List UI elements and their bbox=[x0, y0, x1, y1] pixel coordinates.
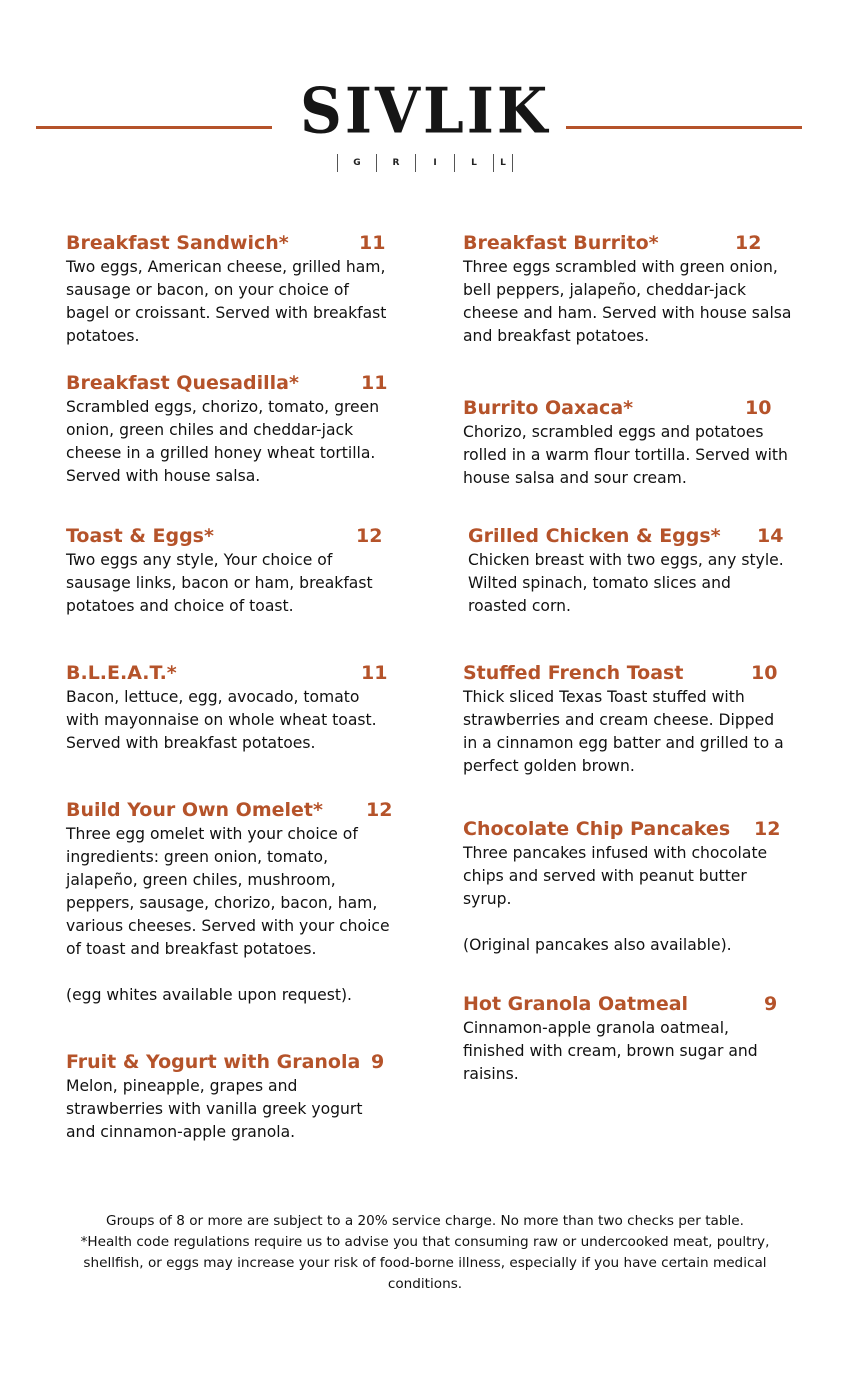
item-name: Chocolate Chip Pancakes bbox=[463, 818, 731, 840]
item-description: Cinnamon-apple granola oatmeal, finished with cream, brown sugar and raisins. bbox=[463, 1019, 758, 1083]
health-code-notice: *Health code regulations require us to advise you that consuming raw or undercooked meat, poultry, shellfish, or eggs may increase your risk of food-borne illness, especially if you have certain medical conditions. bbox=[80, 1234, 770, 1292]
menu-item-build-your-own-omelet bbox=[66, 799, 396, 1007]
item-price: 9 bbox=[764, 993, 778, 1015]
header-rule-left bbox=[36, 126, 272, 129]
brand-sub-letter: G bbox=[337, 154, 376, 172]
brand-logo bbox=[300, 74, 551, 172]
item-price: 14 bbox=[757, 525, 784, 547]
item-name: Hot Granola Oatmeal bbox=[463, 993, 689, 1015]
item-price: 12 bbox=[356, 525, 383, 547]
menu-item-breakfast-sandwich bbox=[66, 232, 396, 348]
item-name: Breakfast Sandwich* bbox=[66, 232, 289, 254]
item-price: 11 bbox=[361, 662, 388, 684]
item-description: Thick sliced Texas Toast stuffed with strawberries and cream cheese. Dipped in a cinnamon egg batter and grilled to a perfect golden brown. bbox=[463, 688, 784, 775]
item-description: Scrambled eggs, chorizo, tomato, green onion, green chiles and cheddar-jack cheese in a grilled honey wheat tortilla. Served with house salsa. bbox=[66, 398, 380, 485]
item-description: Two eggs any style, Your choice of sausage links, bacon or ham, breakfast potatoes and choice of toast. bbox=[66, 551, 373, 615]
item-name: Stuffed French Toast bbox=[463, 662, 684, 684]
item-description: Bacon, lettuce, egg, avocado, tomato with mayonnaise on whole wheat toast. Served with breakfast potatoes. bbox=[66, 688, 377, 752]
item-price: 12 bbox=[366, 799, 393, 821]
menu-footer bbox=[70, 1211, 780, 1295]
item-price: 12 bbox=[754, 818, 781, 840]
item-name: Fruit & Yogurt with Granola bbox=[66, 1051, 361, 1073]
item-price: 11 bbox=[359, 232, 386, 254]
item-description: Chorizo, scrambled eggs and potatoes rolled in a warm flour tortilla. Served with house salsa and sour cream. bbox=[463, 423, 788, 487]
menu-item-fruit-yogurt-granola bbox=[66, 1051, 396, 1144]
item-price: 9 bbox=[371, 1051, 385, 1073]
item-description: Three pancakes infused with chocolate chips and served with peanut butter syrup. bbox=[463, 844, 768, 908]
item-price: 10 bbox=[751, 662, 778, 684]
item-note: (Original pancakes also available). bbox=[463, 936, 732, 954]
menu-item-breakfast-burrito bbox=[463, 232, 793, 348]
item-description: Three egg omelet with your choice of ingredients: green onion, tomato, jalapeño, green chiles, mushroom, peppers, sausage, chorizo, bacon, ham, various cheeses. Served with your choice of toast and breakfast potatoes. bbox=[66, 825, 390, 958]
item-name: Toast & Eggs* bbox=[66, 525, 214, 547]
item-description: Two eggs, American cheese, grilled ham, sausage or bacon, on your choice of bagel or croissant. Served with breakfast potatoes. bbox=[66, 258, 387, 345]
menu-item-toast-eggs bbox=[66, 525, 396, 618]
brand-sub-letter: R bbox=[376, 154, 415, 172]
item-description: Chicken breast with two eggs, any style. Wilted spinach, tomato slices and roasted corn. bbox=[468, 551, 784, 615]
brand-subtitle bbox=[300, 154, 550, 172]
item-price: 12 bbox=[735, 232, 762, 254]
menu-item-grilled-chicken-eggs bbox=[468, 525, 793, 618]
item-name: Breakfast Burrito* bbox=[463, 232, 659, 254]
item-name: Breakfast Quesadilla* bbox=[66, 372, 299, 394]
brand-sub-letter: I bbox=[415, 154, 454, 172]
item-price: 11 bbox=[361, 372, 388, 394]
item-name: Burrito Oaxaca* bbox=[463, 397, 634, 419]
item-price: 10 bbox=[745, 397, 772, 419]
menu-item-burrito-oaxaca bbox=[463, 397, 793, 490]
brand-name: SIVLIK bbox=[300, 74, 551, 148]
service-charge-note: Groups of 8 or more are subject to a 20% service charge. No more than two checks per table. bbox=[106, 1213, 744, 1229]
item-name: Grilled Chicken & Eggs* bbox=[468, 525, 721, 547]
header-rule-right bbox=[566, 126, 802, 129]
menu-item-breakfast-quesadilla bbox=[66, 372, 396, 488]
menu-item-stuffed-french-toast bbox=[463, 662, 793, 778]
menu-item-hot-granola-oatmeal bbox=[463, 993, 793, 1086]
item-description: Three eggs scrambled with green onion, bell peppers, jalapeño, cheddar-jack cheese and ham. Served with house salsa and breakfast potatoes. bbox=[463, 258, 792, 345]
item-note: (egg whites available upon request). bbox=[66, 986, 353, 1004]
menu-item-bleat bbox=[66, 662, 396, 755]
brand-sub-letter: L bbox=[454, 154, 493, 172]
item-name: B.L.E.A.T.* bbox=[66, 662, 177, 684]
item-description: Melon, pineapple, grapes and strawberries with vanilla greek yogurt and cinnamon-apple granola. bbox=[66, 1077, 363, 1141]
item-name: Build Your Own Omelet* bbox=[66, 799, 323, 821]
menu-item-chocolate-chip-pancakes bbox=[463, 818, 793, 957]
brand-sub-letter: L bbox=[493, 154, 513, 172]
